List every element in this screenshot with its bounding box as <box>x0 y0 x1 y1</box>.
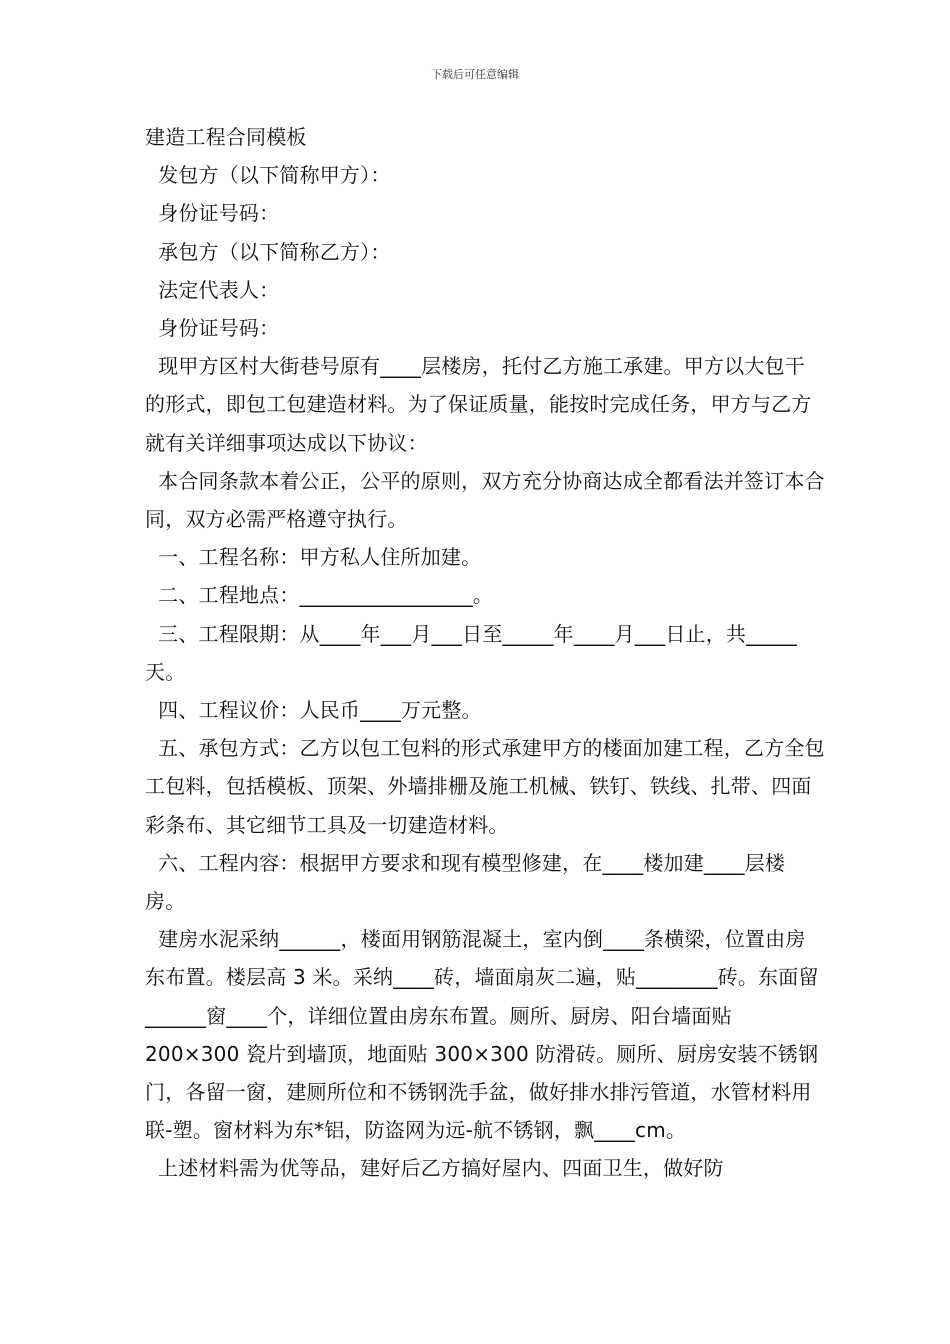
party-a-id-line: 身份证号码： <box>145 201 280 226</box>
principle-paragraph: 本合同条款本着公正，公平的原则，双方充分协商达成全都看法并签订本合同，双方必需严格遵守执行。 <box>145 468 825 532</box>
clause-project-location: 二、工程地点：_________________。 <box>145 583 494 608</box>
legal-representative-line: 法定代表人： <box>145 277 280 302</box>
clause-project-period: 三、工程限期：从____年___月___日至_____年____月___日止，共_____天。 <box>145 621 798 684</box>
materials-paragraph: 建房水泥采纳______，楼面用钢筋混凝土，室内倒____条横梁，位置由房东布置。楼层高 3 米。采纳____砖，墙面扇灰二遍，贴________砖。东面留______窗____个，详细位置由房东布置。厕所、厨房、阳台墙面贴 200×300 瓷片到墙顶，地面贴 300×300 防滑砖。厕所、厨房安装不锈钢门，各留一窗，建厕所位和不锈钢洗手盆，做好排水排污管道，水管材料用联-塑。窗材料为东*铝，防盗网为远-航不锈钢，飘____cm。 <box>145 927 819 1143</box>
clause-project-name: 一、工程名称：甲方私人住所加建。 <box>145 545 482 570</box>
document-title: 建造工程合同模板 <box>145 125 307 149</box>
party-a-line: 发包方（以下简称甲方）： <box>145 163 391 188</box>
clause-contract-method: 五、承包方式：乙方以包工包料的形式承建甲方的楼面加建工程，乙方全包工包料，包括模板、顶架、外墙排栅及施工机械、铁钉、铁线、扎带、四面彩条布、其它细节工具及一切建造材料。 <box>145 736 825 837</box>
intro-paragraph: 现甲方区村大街巷号原有____层楼房，托付乙方施工承建。甲方以大包干的形式，即包工包建造材料。为了保证质量，能按时完成任务，甲方与乙方就有关详细事项达成以下协议： <box>145 354 812 455</box>
quality-paragraph: 上述材料需为优等品，建好后乙方搞好屋内、四面卫生，做好防 <box>145 1156 724 1181</box>
contract-document <box>145 118 825 1188</box>
page-header-note: 下载后可任意编辑 <box>431 68 519 81</box>
clause-project-content: 六、工程内容：根据甲方要求和现有模型修建，在____楼加建____层楼房。 <box>145 850 786 914</box>
party-b-id-line: 身份证号码： <box>145 316 280 341</box>
party-b-line: 承包方（以下简称乙方）： <box>145 239 391 264</box>
clause-project-price: 四、工程议价：人民币____万元整。 <box>145 698 482 723</box>
